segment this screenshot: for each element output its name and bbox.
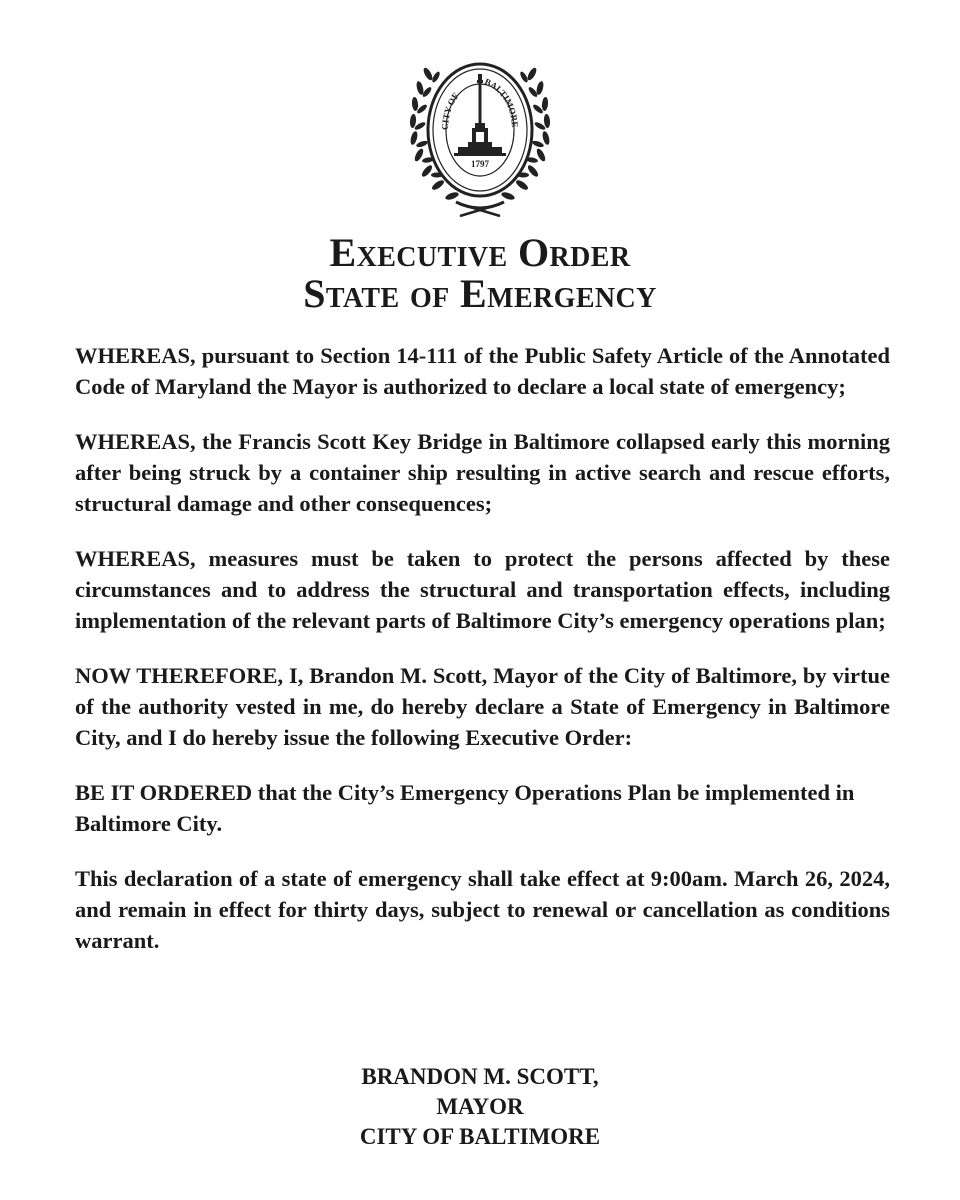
seal-text-left: CITY OF — [439, 90, 461, 131]
signature-name: BRANDON M. SCOTT, — [361, 1064, 599, 1089]
laurel-left-icon — [409, 66, 459, 201]
laurel-right-icon — [500, 66, 550, 201]
seal-text-right: BALTIMORE — [483, 76, 521, 128]
city-seal-logo — [398, 44, 562, 224]
seal-year: 1797 — [471, 159, 489, 169]
svg-text:CITY OF — [440, 90, 461, 130]
paragraph-whereas-bridge: WHEREAS, the Francis Scott Key Bridge in Baltimore collapsed early this morning after being struck by a container ship resulting in active search and rescue efforts, structural damage and other consequences; — [75, 429, 890, 516]
paragraph-now-therefore: NOW THEREFORE, I, Brandon M. Scott, Mayor of the City of Baltimore, by virtue of the authority vested in me, do hereby declare a State of Emergency in Baltimore City, and I do hereby issue the following Executive Order: — [75, 663, 890, 750]
signature-block — [0, 1062, 960, 1152]
paragraph-whereas-measures: WHEREAS, measures must be taken to protect the persons affected by these circumstances and to address the structural and transportation effects, including implementation of the relevant parts of Baltimore City’s emergency operations plan; — [75, 546, 890, 633]
seal-small-year: 1904 — [458, 148, 466, 153]
paragraph-effective-date: This declaration of a state of emergency shall take effect at 9:00am. March 26, 2024, and remain in effect for thirty days, subject to renewal or cancellation as conditions warrant. — [75, 866, 890, 953]
title-line-2: State of Emergency — [303, 271, 657, 316]
signature-office: CITY OF BALTIMORE — [359, 1124, 601, 1149]
document-title — [0, 232, 960, 314]
order-body — [75, 340, 890, 980]
svg-text:BALTIMORE — [483, 76, 520, 127]
title-line-1: Executive Order — [329, 230, 631, 275]
signature-role: MAYOR — [436, 1094, 524, 1119]
paragraph-be-it-ordered: BE IT ORDERED that the City’s Emergency Operations Plan be implemented in Baltimore City. — [75, 780, 855, 836]
paragraph-whereas-authority: WHEREAS, pursuant to Section 14-111 of the Public Safety Article of the Annotated Code of Maryland the Mayor is authorized to declare a local state of emergency; — [75, 343, 890, 399]
